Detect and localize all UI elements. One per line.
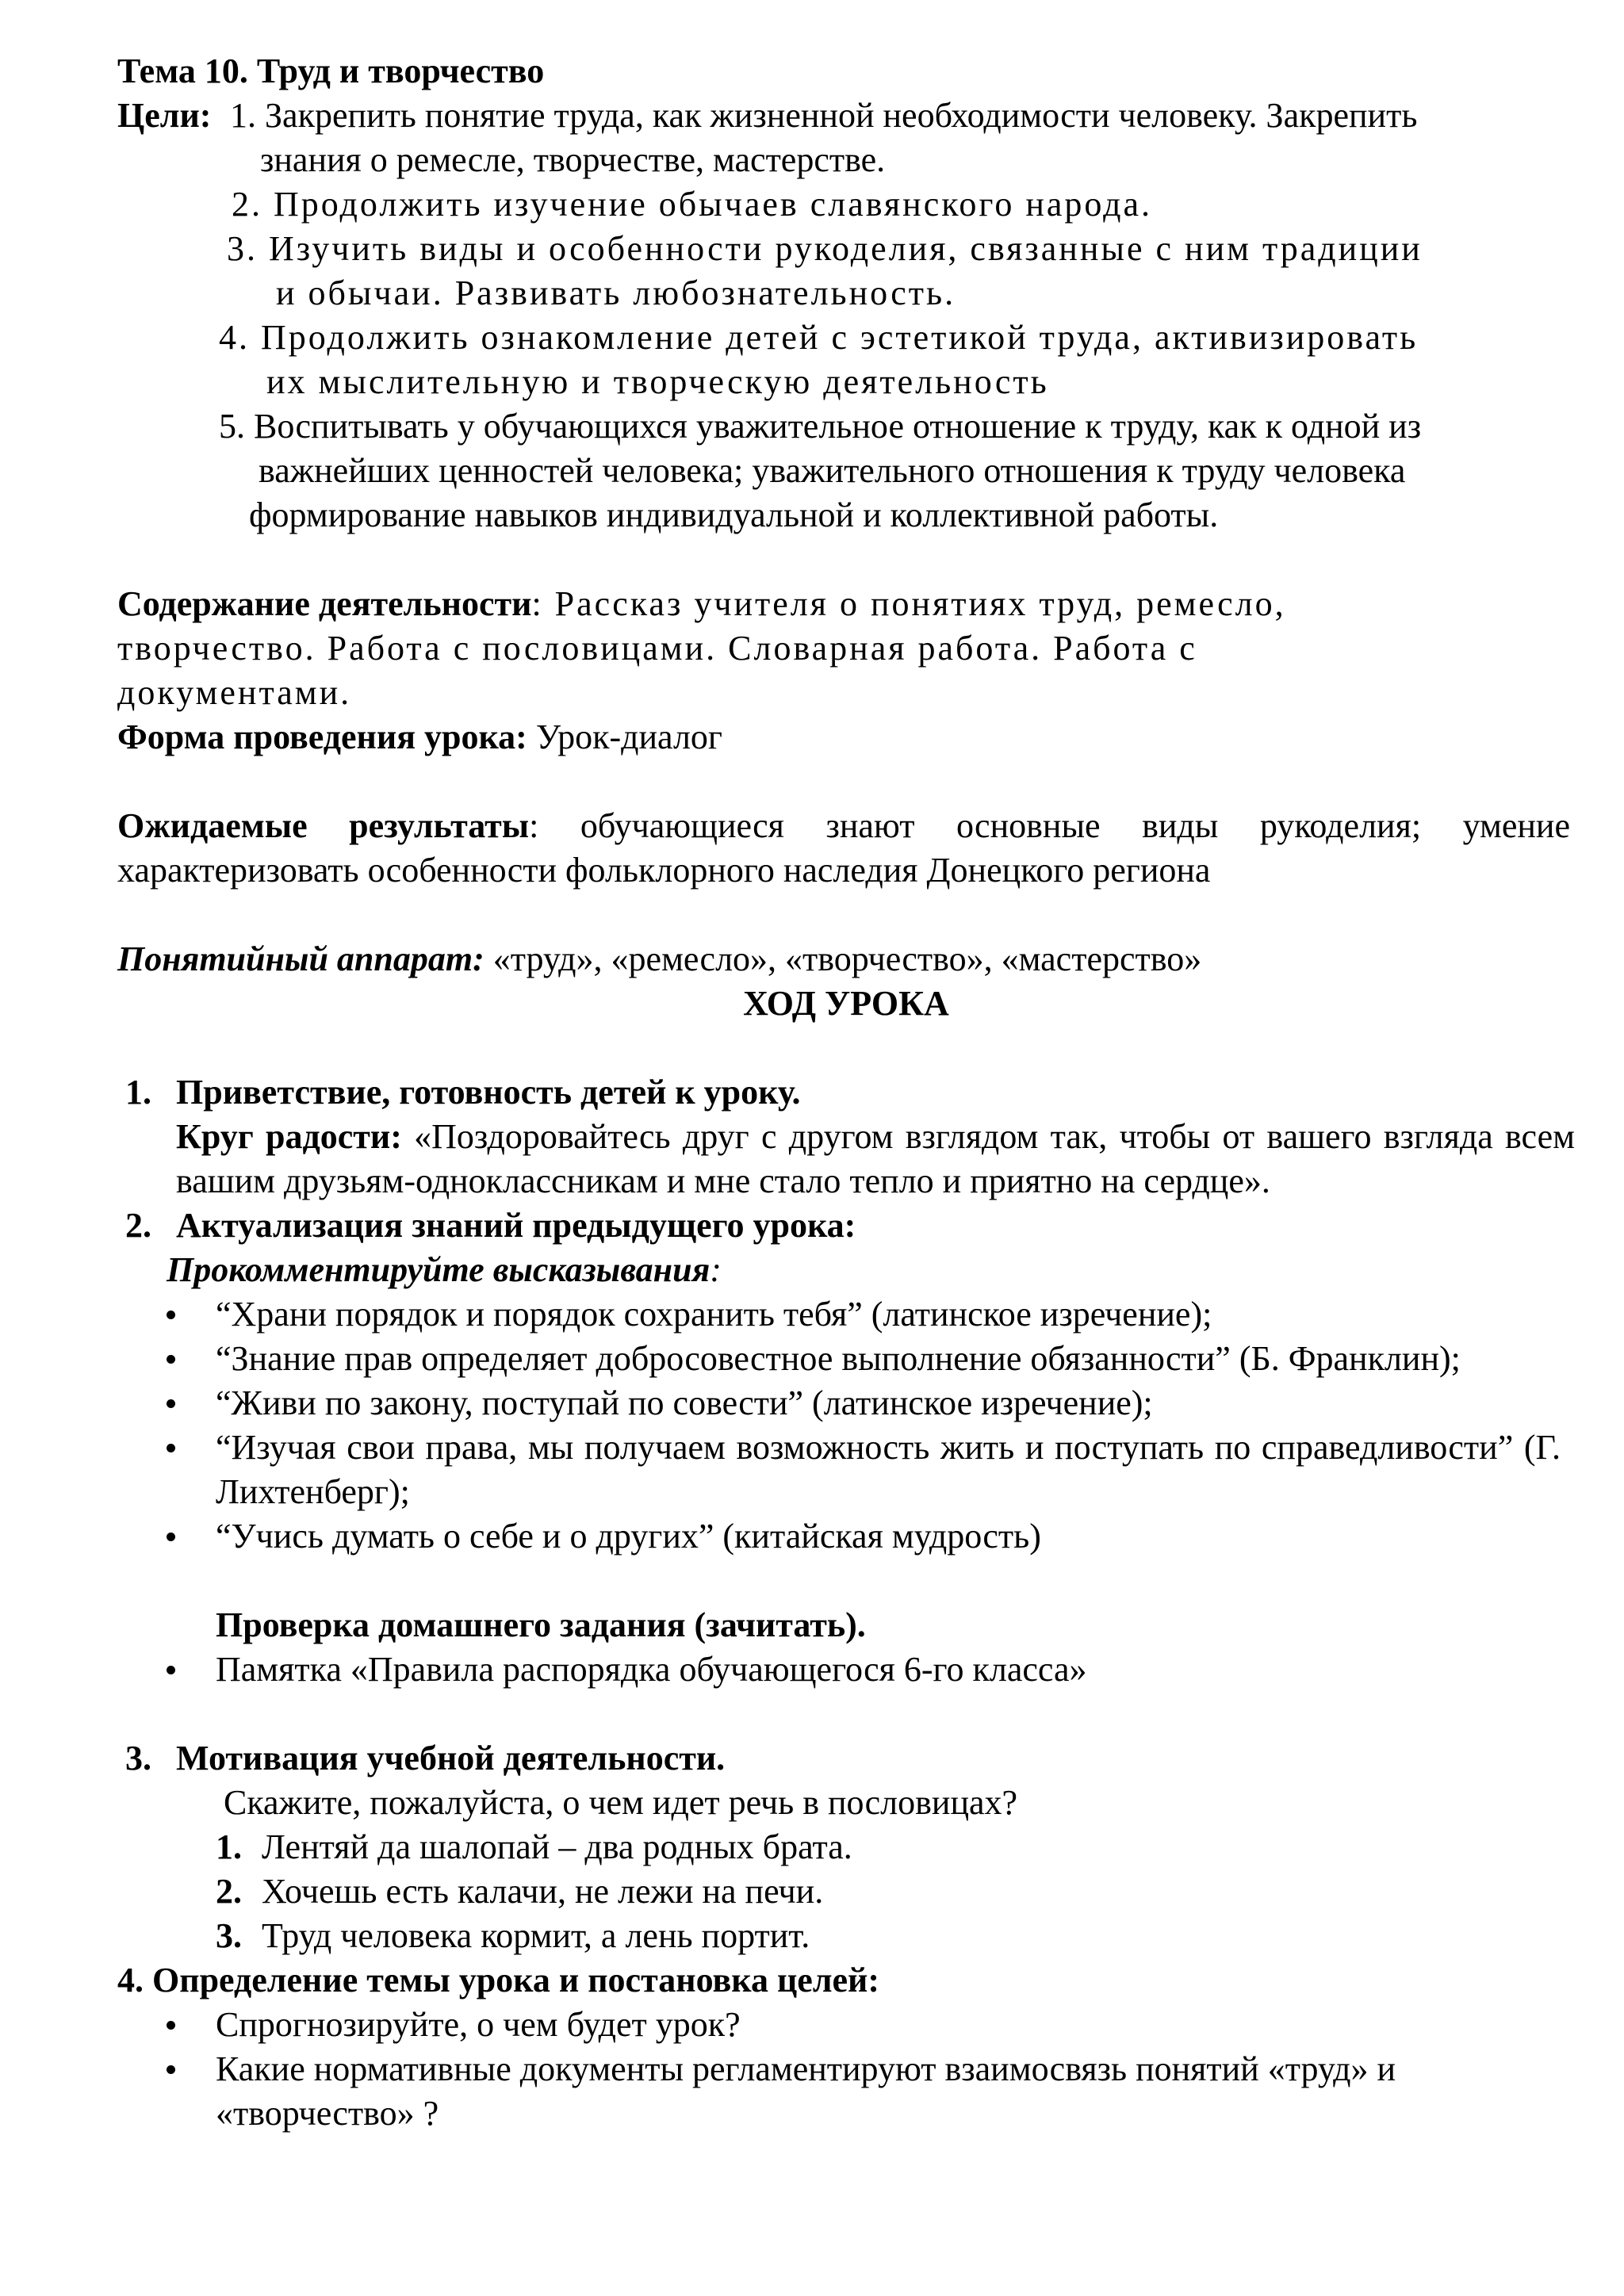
activity-label: Содержание деятельности (117, 584, 532, 623)
bullet-icon (167, 1533, 175, 1541)
proverbs-question: Скажите, пожалуйста, о чем идет речь в пословицах? (224, 1783, 1018, 1822)
quotes-list (117, 1292, 1575, 1559)
list-item: “Учись думать о себе и о других” (китайская мудрость) (117, 1514, 1575, 1559)
goal-item-5-cont2: формирование навыков индивидуальной и коллективной работы. (249, 496, 1219, 534)
list-item: “Храни порядок и порядок сохранить тебя” (латинское изречение); (117, 1292, 1575, 1337)
lesson-form: Форма проведения урока: Урок-диалог (117, 718, 722, 756)
lesson-heading: ХОД УРОКА (743, 984, 949, 1023)
list-item: 1. Лентяй да шалопай – два родных брата. (216, 1827, 852, 1866)
homework-title: Проверка домашнего задания (зачитать). (216, 1605, 866, 1644)
list-item: Какие нормативные документы регламентируют взаимосвязь понятий «труд» и «творчество» ? (117, 2047, 1575, 2136)
concept-apparatus: Понятийный аппарат: «труд», «ремесло», «творчество», «мастерство» (117, 939, 1202, 978)
proverbs-list (117, 1825, 1575, 1958)
list-item: 3. Труд человека кормит, а лень портит. (216, 1916, 810, 1955)
bullet-icon (167, 2021, 175, 2030)
goal-item-4: 4. Продолжить ознакомление детей с эстетикой труда, активизировать (219, 318, 1419, 357)
homework-list (117, 1647, 1575, 1692)
bullet-icon (167, 1666, 175, 1674)
section-3: 3. Мотивация учебной деятельности. (117, 1736, 1575, 1781)
section-4-list (117, 2003, 1575, 2136)
goal-item-4-cont: их мыслительную и творческую деятельность (266, 362, 1049, 401)
list-item: “Живи по закону, поступай по совести” (латинское изречение); (117, 1381, 1575, 1425)
bullet-icon (167, 1355, 175, 1364)
list-item: 2. Хочешь есть калачи, не лежи на печи. (216, 1872, 824, 1911)
list-item: Памятка «Правила распорядка обучающегося 6-го класса» (117, 1647, 1575, 1692)
bullet-icon (167, 2065, 175, 2074)
section-2-title: Актуализация знаний предыдущего урока: (176, 1206, 856, 1245)
goal-item-3: 3. Изучить виды и особенности рукоделия, связанные с ним традиции (227, 229, 1423, 268)
expected-results: Ожидаемые результаты: обучающиеся знают основные виды рукоделия; умение характеризовать особенности фольклорного наследия Донецкого региона (117, 806, 1570, 890)
goals-label: Цели: (117, 96, 212, 135)
topic-title: Тема 10. Труд и творчество (117, 52, 545, 90)
list-item: “Знание прав определяет добросовестное выполнение обязанности” (Б. Франклин); (117, 1337, 1575, 1381)
goal-item-2: 2. Продолжить изучение обычаев славянского народа. (232, 185, 1153, 224)
bullet-icon (167, 1444, 175, 1452)
bullet-icon (167, 1399, 175, 1408)
section-4-title: 4. Определение темы урока и постановка целей: (117, 1961, 880, 1999)
section-3-title: Мотивация учебной деятельности. (176, 1739, 726, 1777)
goal-item-5-cont: важнейших ценностей человека; уважительного отношения к труду человека (259, 451, 1406, 490)
goal-item-5: 5. Воспитывать у обучающихся уважительное отношение к труду, как к одной из (219, 407, 1422, 446)
activity-content: Содержание деятельности: Рассказ учителя о понятиях труд, ремесло, творчество. Работа с пословицами. Словарная работа. Работа с документами. (117, 584, 1286, 712)
section-1-title: Приветствие, готовность детей к уроку. (176, 1073, 801, 1112)
comment-prompt: Прокомментируйте высказывания: (167, 1250, 722, 1289)
goals-block (117, 94, 1575, 538)
goal-item-3-cont: и обычаи. Развивать любознательность. (276, 274, 956, 312)
list-item: “Изучая свои права, мы получаем возможность жить и поступать по справедливости” (Г. Лихтенберг); (117, 1425, 1575, 1514)
bullet-icon (167, 1311, 175, 1319)
list-item: Спрогнозируйте, о чем будет урок? (117, 2003, 1575, 2047)
section-2: 2. Актуализация знаний предыдущего урока: (117, 1203, 1575, 1248)
goal-item-1: 1. Закрепить понятие труда, как жизненной необходимости человеку. Закрепить (230, 96, 1418, 135)
circle-of-joy: Круг радости: «Поздоровайтесь друг с другом взглядом так, чтобы от вашего взгляда всем вашим друзьям-одноклассникам и мне стало тепло и приятно на сердце». (176, 1117, 1575, 1200)
section-1: 1. Приветствие, готовность детей к уроку. Круг радости: «Поздоровайтесь друг с другом взглядом так, чтобы от вашего взгляда всем вашим друзьям-одноклассникам и мне стало тепло и приятно на сердце». (117, 1070, 1575, 1203)
goal-item-1-cont: знания о ремесле, творчестве, мастерстве. (260, 140, 886, 179)
